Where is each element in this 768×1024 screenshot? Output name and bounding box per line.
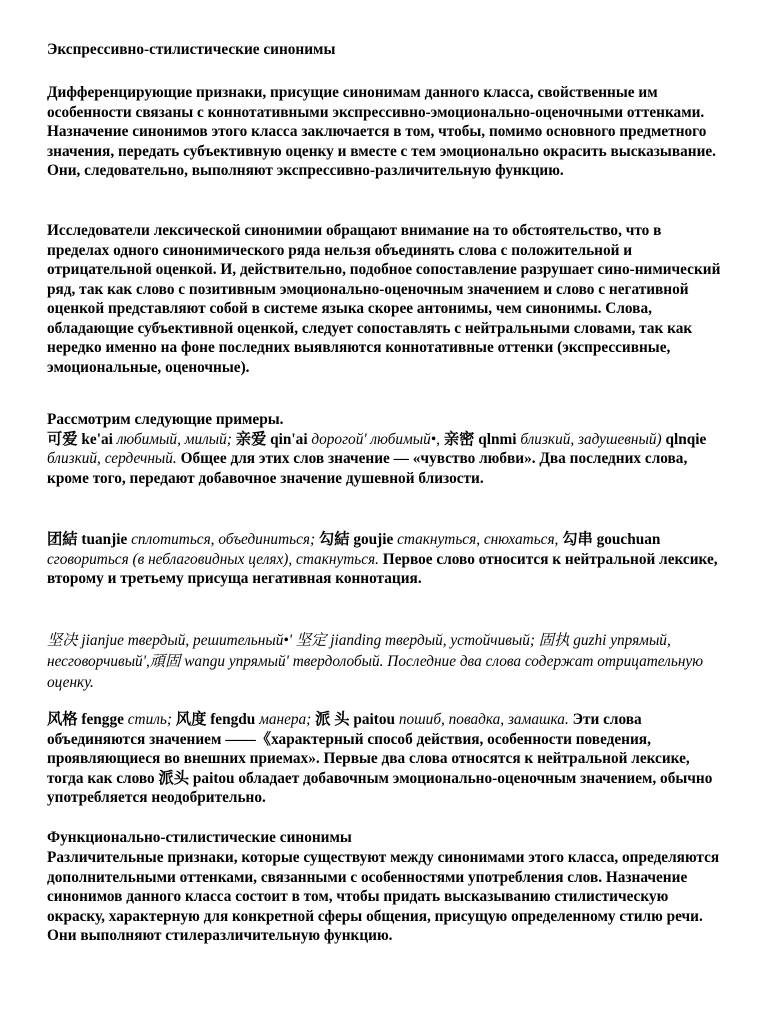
example-gloss: сговориться (в неблаговидных целях), стакнуться. [47, 550, 383, 568]
example-gloss: сплотиться, объединиться; [131, 531, 319, 548]
paragraph-expressive-definition: Дифференцирующие признаки, присущие синонимам данного класса, свойственные им особенности связаны с коннотативными экспрессивно-эмоционально-оценочными оттенками. Назначение синонимов этого класса заключается в том, чтобы, помимо основного предметного значения, передать субъективную оценку и вместе с тем эмоционально окрасить высказывание. Они, следовательно, выполняют экспрессивно-различительную функцию. [47, 84, 716, 179]
examples-block [47, 410, 727, 488]
example-gloss: близкий, сердечный. [47, 450, 181, 467]
example-gloss: пошиб, повадка, замашка. [398, 711, 573, 728]
example-gloss: стиль; [127, 711, 176, 728]
example-word: 可爱 ke'ai [47, 430, 117, 448]
example-word: 风格 fengge [47, 711, 128, 728]
example-word: 亲密 qlnmi [443, 430, 521, 448]
example-gloss: манера; [259, 711, 316, 728]
paragraph-functional-definition: Различительные признаки, которые существуют между синонимами этого класса, определяются дополнительными оттенками, связанными с особенностями употребления слов. Назначение синонимов данного класса состоит в том, чтобы придать высказыванию стилистическую окраску, характерную для конкретной сферы общения, присущую определенному стилю речи. Они выполняют стилеразличительную функцию. [47, 849, 720, 944]
paragraph-research-note: Исследователи лексической синонимии обращают внимание на то обстоятельство, что в пределах одного синонимического ряда нельзя объединять слова с положительной и отрицательной оценкой. И, действительно, подобное сопоставление разрушает сино-нимический ряд, так как слово с позитивным эмоционально-оценочным значением и слово с негативной оценкой представляют собой в системе языка скорее антонимы, чем синонимы. Слова, обладающие субъективной оценкой, следует сопоставлять с нейтральными словами, так как нередко именно на фоне последних выявляются коннотативные оттенки (экспрессивные, эмоциональные, оценочные). [47, 222, 721, 376]
section-heading-functional: Функционально-стилистические синонимы [47, 829, 352, 846]
example-gloss: любимый, милый; [116, 430, 236, 448]
example-firm: 坚决 jianjue твердый, решительный•' 坚定 jianding твердый, устойчивый; 固执 guzhi упрямый, несговорчивый',頑固 wangu упрямый' твердолобый. Последние два слова содержат отрицательную оценку. [47, 632, 703, 691]
example-word: 亲爱 qin'ai [235, 430, 312, 448]
examples-intro: Рассмотрим следующие примеры. [47, 411, 284, 428]
example-word: 勾串 gouchuan [562, 531, 661, 548]
example-word: 风度 fengdu [175, 711, 260, 728]
example-love [47, 430, 727, 489]
example-note: Эти слова объединяются значением ——《характерный способ действия, особенности поведения, проявляющиеся во внешних приемах». Первые два слова относятся к нейтральной лексике, тогда как слово 派头 paitou обладает добавочным эмоционально-оценочным значением, обычно употребляется неодобрительно. [47, 711, 713, 806]
example-word: 勾結 goujie [318, 531, 398, 548]
example-gloss: стакнуться, снюхаться, [397, 531, 563, 548]
example-gloss: дорогой' любимый•, [311, 430, 444, 448]
example-word: 派 头 paitou [315, 711, 399, 728]
example-word: qlnqie [665, 430, 707, 448]
example-note: Первое слово относится к нейтральной лексике, второму и третьему присуща негативная коннотация. [47, 550, 718, 587]
example-note: Общее для этих слов значение — «чувство любви». Два последних слова, кроме того, передают добавочное значение душевной близости. [47, 450, 688, 487]
example-unite [47, 530, 727, 589]
example-word: 团結 tuanjie [47, 531, 132, 548]
example-gloss: близкий, задушевный) [520, 430, 666, 448]
example-style [47, 710, 727, 808]
section-heading-expressive: Экспрессивно-стилистические синонимы [47, 41, 336, 58]
